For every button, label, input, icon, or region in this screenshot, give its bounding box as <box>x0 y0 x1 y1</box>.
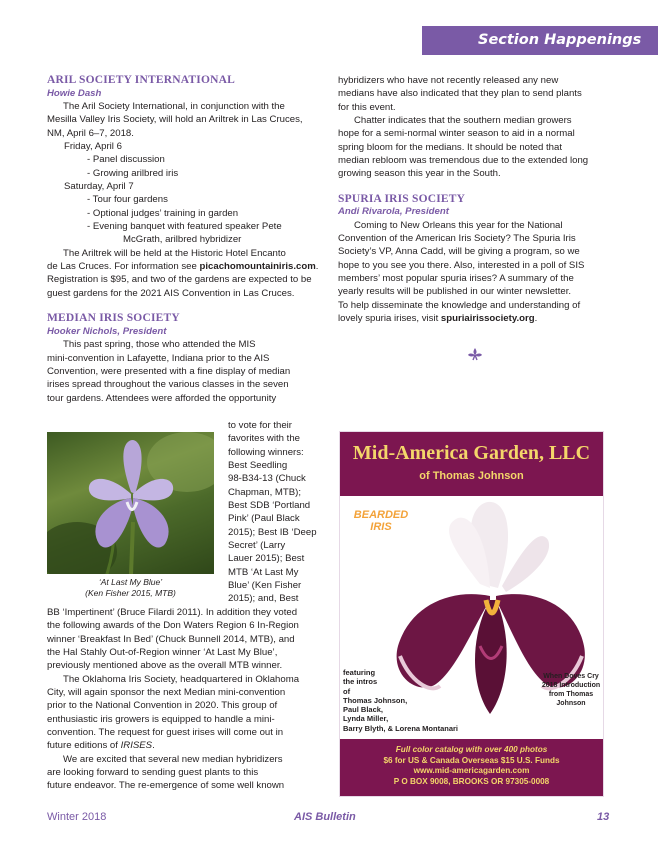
iris-fleur-icon <box>467 347 483 361</box>
mis-after-line: the following awards of the Don Waters Region 6 In-Region <box>47 620 299 632</box>
mis-line: irises spread throughout the various classes in the seven <box>47 379 289 391</box>
iris-photo <box>47 432 214 574</box>
section-title: Section Happenings <box>478 32 642 48</box>
mis-narrow-line: following winners: <box>228 446 304 458</box>
footer-publication: AIS Bulletin <box>294 811 356 823</box>
mis-narrow-line: 98-B34-13 (Chuck <box>228 473 306 485</box>
ad-footer <box>340 739 603 796</box>
mis-narrow-line: MTB ‘At Last My <box>228 566 299 578</box>
spuria-line: members’ most popular spuria irises? A summary of the <box>338 273 574 285</box>
aril-saturday: Saturday, April 7 <box>64 181 134 193</box>
aril-p2-l3: Registration is $95, and two of the gardens are expected to be <box>47 274 312 286</box>
mis-byline: Hooker Nichols, President <box>47 325 167 337</box>
mis-p3-line: prior to the National Convention in 2020. This group of <box>47 700 278 712</box>
ad-when-doves-cry: When Doves Cry 2018 Introduction from Thomas Johnson <box>541 673 601 707</box>
ad-subtitle: of Thomas Johnson <box>419 470 524 482</box>
mis-p3-line: The Oklahoma Iris Society, headquartered in Oklahoma <box>63 673 300 685</box>
mis-after-column <box>47 606 327 793</box>
mis-line: This past spring, those who attended the MIS <box>63 339 256 351</box>
ad-header <box>340 432 603 496</box>
chatter-line: Chatter indicates that the southern median growers <box>354 115 572 127</box>
chatter-line: median rebloom was tremendous due to the extended long <box>338 155 589 167</box>
mis-narrow-line: 2015); and, Best <box>228 593 299 605</box>
spuria-line: lovely spuria irises, visit spuriairissociety.org. <box>338 313 538 325</box>
ad-price: $6 for US & Canada Overseas $15 U.S. Funds <box>383 755 560 765</box>
mis-narrow-line: Pink’ (Paul Black <box>228 513 300 525</box>
right-column <box>338 74 613 326</box>
footer-issue: Winter 2018 <box>47 811 107 823</box>
aril-p1-l1: The Aril Society International, in conjunction with the <box>63 101 285 112</box>
left-column <box>47 74 327 405</box>
mis-narrow-line: Lauer 2015); Best <box>228 553 305 565</box>
ad-title: Mid-America Garden, LLC <box>352 442 591 464</box>
aril-p2-l2: de Las Cruces. For information see picachomountainiris.com. <box>47 261 319 273</box>
aril-p2-l1: The Ariltrek will be held at the Historic Hotel Encanto <box>63 247 286 259</box>
spuria-line: yearly results will be published in our winter newsletter. <box>338 286 572 298</box>
mis-narrow-line: Best Seedling <box>228 460 288 472</box>
mis-after-line: BB ‘Impertinent’ (Bruce Filardi 2011). In addition they voted <box>47 607 298 618</box>
spuria-heading: SPURIA IRIS SOCIETY <box>338 192 466 205</box>
aril-sat-item-cont: McGrath, arilbred hybridizer <box>123 234 242 246</box>
aril-p2-l4: guest gardens for the 2021 AIS Convention in Las Cruces. <box>47 287 295 299</box>
ad-featuring: featuring the intros of Thomas Johnson, Paul Black, Lynda Miller, Barry Blyth, & Lorena Montanari <box>343 668 459 733</box>
caption-line: (Ken Fisher 2015, MTB) <box>85 588 176 598</box>
mis-p3-line: convention. The request for guest irises will come out in <box>47 727 284 739</box>
mis-narrow-line: Chapman, MTB); <box>228 486 302 498</box>
section-banner <box>422 26 658 55</box>
iris-photo-art <box>47 432 214 574</box>
mis-narrow-line: Secret’ (Larry <box>228 540 286 552</box>
spuria-byline: Andi Rivarola, President <box>338 206 449 218</box>
aril-fri-item: - Growing arilbred iris <box>87 167 179 179</box>
mis-narrow-line: Blue’ (Ken Fisher <box>228 580 302 592</box>
spuria-line: Coming to New Orleans this year for the National <box>354 219 563 231</box>
col2-line: for this event. <box>338 101 396 113</box>
mis-heading: MEDIAN IRIS SOCIETY <box>47 312 180 325</box>
mis-p4-line: future endeavor. The re-emergence of some well known <box>47 780 285 792</box>
aril-website-link[interactable]: picachomountainiris.com <box>199 261 316 273</box>
aril-friday: Friday, April 6 <box>64 141 122 153</box>
spuria-line: Society’s VP, Anna Cadd, will be giving a program, so we <box>338 246 580 258</box>
mis-p4-line: are looking forward to sending guest plants to this <box>47 767 259 779</box>
ad-address: P O BOX 9008, BROOKS OR 97305-0008 <box>393 776 550 786</box>
chatter-line: spring bloom for the medians. It should be noted that <box>338 141 562 153</box>
aril-p1-l3: NM, April 6–7, 2018. <box>47 127 134 139</box>
spuria-line: To help disseminate the knowledge and understanding of <box>338 299 581 311</box>
aril-heading: ARIL SOCIETY INTERNATIONAL <box>47 74 235 86</box>
mis-line: Convention, were presented with a fine display of median <box>47 365 291 377</box>
mis-narrow-line: 2015); Best IB ‘Deep <box>228 526 317 538</box>
col2-line: hybridizers who have not recently released any new <box>338 75 559 86</box>
ad-website[interactable]: www.mid-americagarden.com <box>413 766 530 775</box>
mis-after-line: winner ‘Breakfast In Bed’ (Chuck Bunnell 2014, MTB), and <box>47 633 295 645</box>
aril-sat-item: - Evening banquet with featured speaker Pete <box>87 221 282 233</box>
mis-after-line: previously mentioned above as the overall MTB winner. <box>47 660 283 672</box>
mis-p3-line: future editions of IRISES. <box>47 740 155 752</box>
chatter-line: hope for a semi-normal winter season to aid in a normal <box>338 128 575 140</box>
ad-bearded-iris: BEARDED IRIS <box>353 509 409 533</box>
mis-p3-line: enthusiastic iris growers is equipped to handle a mini- <box>47 713 275 725</box>
mis-line: mini-convention in Lafayette, Indiana prior to the AIS <box>47 352 270 364</box>
caption-line: ‘At Last My Blue’ <box>98 577 163 587</box>
aril-sat-item: - Tour four gardens <box>87 194 168 206</box>
spuria-website-link[interactable]: spuriairissociety.org <box>440 313 535 325</box>
mis-line: tour gardens. Attendees were afforded the opportunity <box>47 392 277 404</box>
col2-line: medians have also indicated that they plan to send plants <box>338 88 582 100</box>
mis-narrow-line: favorites with the <box>228 433 300 445</box>
spuria-line: hope to you see you there. Also, interested in a poll of SIS <box>338 259 585 271</box>
aril-p1-l2: Mesilla Valley Iris Society, will hold an Ariltrek in Las Cruces, <box>47 114 303 126</box>
mid-america-garden-ad[interactable] <box>339 431 604 797</box>
mis-p4-line: We are excited that several new median hybridizers <box>63 753 283 765</box>
chatter-line: growing season this year in the South. <box>338 168 501 180</box>
mis-narrow-column <box>228 419 328 606</box>
aril-sat-item: - Optional judges’ training in garden <box>87 207 239 219</box>
mis-narrow-line: Best SDB ‘Portland <box>228 500 311 512</box>
mis-after-line: the Hal Stahly Out-of-Region winner ‘At Last My Blue’, <box>47 647 278 659</box>
mis-narrow-line: to vote for their <box>228 420 292 431</box>
mis-p3-line: City, will again sponsor the next Median mini-convention <box>47 687 286 699</box>
spuria-line: Convention of the American Iris Society? The Spuria Iris <box>338 233 576 245</box>
aril-byline: Howie Dash <box>47 87 102 99</box>
photo-caption <box>47 577 214 599</box>
aril-fri-item: - Panel discussion <box>87 154 165 166</box>
ad-catalog: Full color catalog with over 400 photos <box>395 745 548 754</box>
footer-page-number: 13 <box>597 811 610 823</box>
